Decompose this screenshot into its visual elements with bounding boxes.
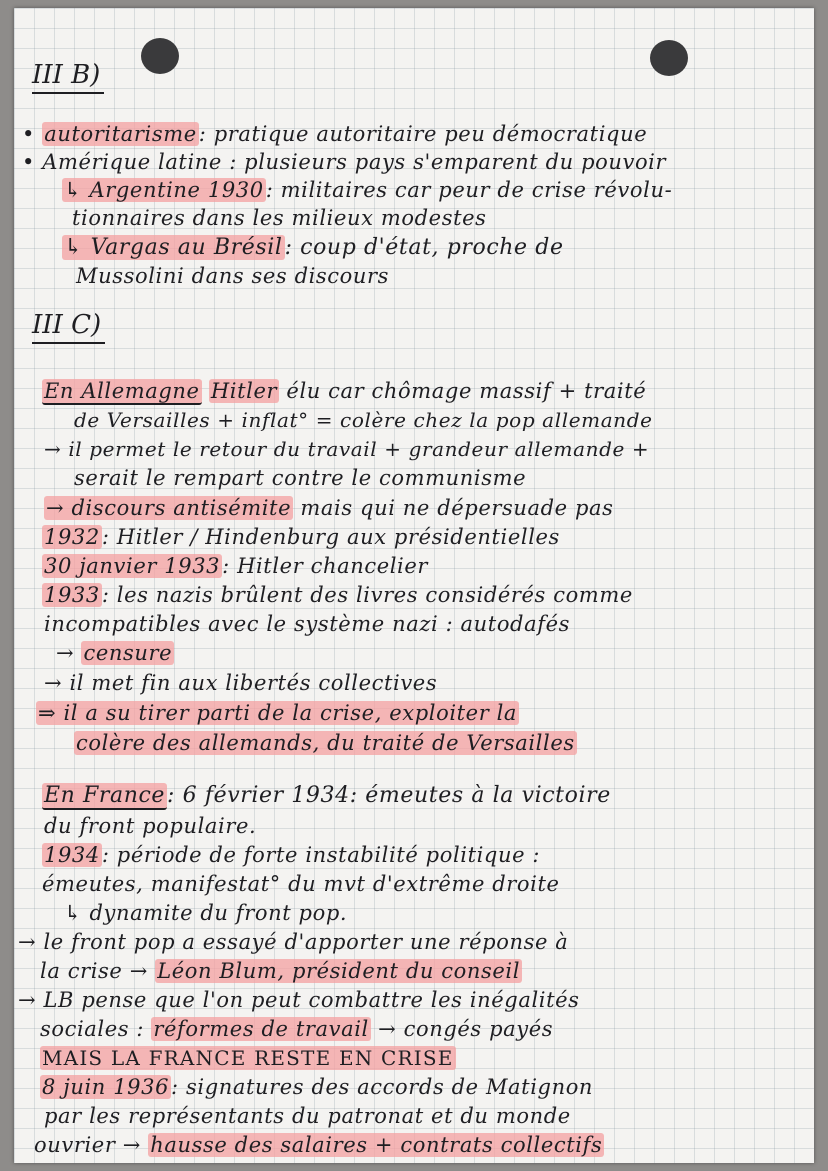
note-line: 1934: période de forte instabilité politique : — [44, 843, 541, 867]
note-line: ↳ Vargas au Brésil: coup d'état, proche de — [64, 235, 564, 260]
note-line: tionnaires dans les milieux modestes — [72, 206, 487, 230]
note-line: → le front pop a essayé d'apporter une réponse à — [18, 930, 569, 954]
section-heading-iii-b: III B) — [32, 60, 104, 94]
note-line: 1932: Hitler / Hindenburg aux présidentielles — [44, 525, 560, 549]
note-line: serait le rempart contre le communisme — [74, 466, 527, 490]
binder-hole-left — [141, 38, 179, 74]
note-line: → il permet le retour du travail + grandeur allemande + — [44, 437, 650, 461]
note-line: Mussolini dans ses discours — [76, 264, 390, 288]
note-line: → LB pense que l'on peut combattre les inégalités — [18, 988, 580, 1012]
note-line: En Allemagne Hitler élu car chômage massif + traité — [44, 379, 647, 403]
note-line: MAIS LA FRANCE RESTE EN CRISE — [42, 1046, 454, 1070]
binder-hole-right — [650, 40, 688, 76]
note-line: incompatibles avec le système nazi : autodafés — [44, 612, 571, 636]
note-line: 30 janvier 1933: Hitler chancelier — [44, 554, 429, 578]
note-line: → discours antisémite mais qui ne dépersuade pas — [46, 496, 614, 520]
note-line: par les représentants du patronat et du monde — [44, 1104, 571, 1128]
note-line: du front populaire. — [44, 814, 257, 838]
note-line: • autoritarisme: pratique autoritaire peu démocratique — [22, 122, 648, 146]
section-heading-iii-c: III C) — [32, 310, 105, 344]
note-line: → censure — [56, 641, 173, 665]
note-line: colère des allemands, du traité de Versailles — [76, 731, 575, 755]
note-line: ⇒ il a su tirer parti de la crise, exploiter la — [38, 701, 518, 725]
note-line: ↳ Argentine 1930: militaires car peur de crise révolu- — [64, 178, 673, 202]
notebook-page — [14, 8, 814, 1163]
note-line: ouvrier → hausse des salaires + contrats collectifs — [34, 1133, 603, 1157]
note-line: ↳ dynamite du front pop. — [64, 901, 348, 925]
note-line: 1933: les nazis brûlent des livres considérés comme — [44, 583, 633, 607]
note-line: de Versailles + inflat° = colère chez la pop allemande — [74, 408, 653, 432]
note-line: la crise → Léon Blum, président du conseil — [40, 959, 521, 983]
note-line: • Amérique latine : plusieurs pays s'emparent du pouvoir — [22, 150, 667, 174]
note-line: sociales : réformes de travail → congés payés — [40, 1017, 554, 1041]
note-line: émeutes, manifestat° du mvt d'extrême droite — [42, 872, 560, 896]
note-line: En France: 6 février 1934: émeutes à la victoire — [44, 783, 611, 808]
note-line: → il met fin aux libertés collectives — [44, 671, 438, 695]
note-line: 8 juin 1936: signatures des accords de Matignon — [42, 1075, 594, 1099]
